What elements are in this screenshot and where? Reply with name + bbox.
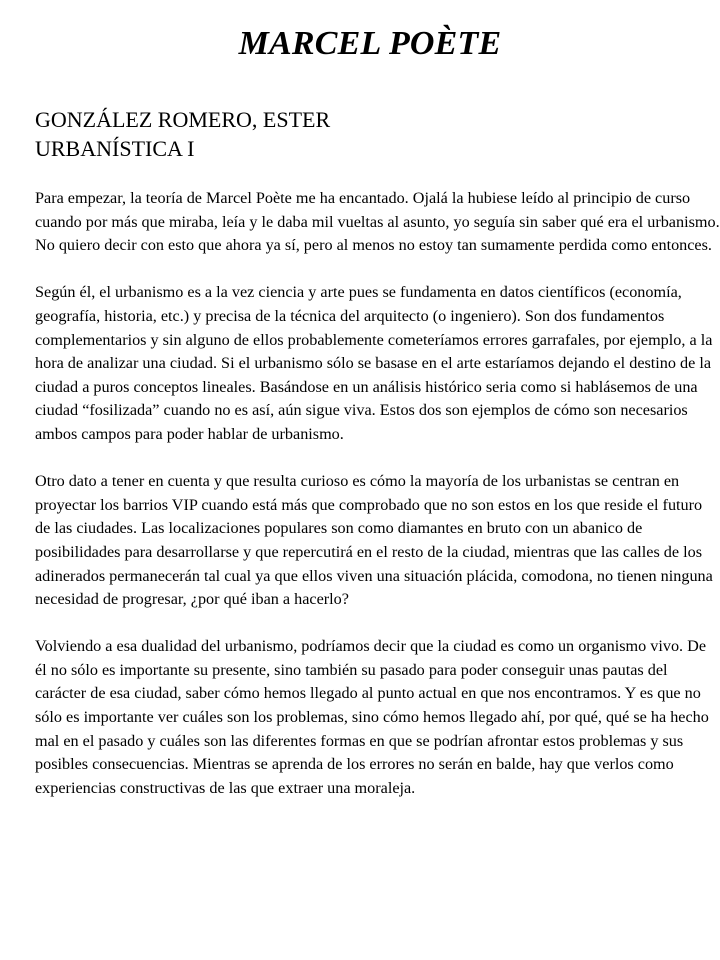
document-title: MARCEL POÈTE (238, 25, 502, 62)
author-name: GONZÁLEZ ROMERO, ESTER (35, 107, 331, 132)
paragraph-3: Otro dato a tener en cuenta y que resulta curioso es cómo la mayoría de los urbanistas se centran en proyectar los barrios VIP cuando está más que comprobado que no son estos en los que reside el futuro de las ciudades. Las localizaciones populares son como diamantes en bruto con un abanico de posibilidades para desarrollarse y que repercutirá en el resto de la ciudad, mientras que las calles de los adinerados permanecerán tal cual ya que ellos viven una situación plácida, comodona, no tienen ninguna necesidad de progresar, ¿por qué iban a hacerlo? (35, 472, 713, 609)
paragraph-2: Según él, el urbanismo es a la vez ciencia y arte pues se fundamenta en datos científicos (economía, geografía, historia, etc.) y precisa de la técnica del arquitecto (o ingeniero). Son dos fundamentos complementarios y sin alguno de ellos probablemente cometeríamos errores garrafales, por ejemplo, a la hora de analizar una ciudad. Si el urbanismo sólo se basase en el arte estaríamos dejando el destino de la ciudad a puros conceptos lineales. Basándose en un análisis histórico seria como si hablásemos de una ciudad “fosilizada” cuando no es así, aún sigue viva. Estos dos son ejemplos de cómo son necesarios ambos campos para poder hablar de urbanismo. (35, 283, 713, 443)
paragraph-1: Para empezar, la teoría de Marcel Poète me ha encantado. Ojalá la hubiese leído al principio de curso cuando por más que miraba, leía y le daba mil vueltas al asunto, yo seguía sin saber qué era el urbanismo. No quiero decir con esto que ahora ya sí, pero al menos no estoy tan sumamente perdida como entonces. (35, 189, 720, 255)
course-name: URBANÍSTICA I (35, 136, 195, 161)
paragraph-4: Volviendo a esa dualidad del urbanismo, podríamos decir que la ciudad es como un organismo vivo. De él no sólo es importante su presente, sino también su pasado para poder conseguir unas pautas del carácter de esa ciudad, saber cómo hemos llegado al punto actual en que nos encontramos. Y es que no sólo es importante ver cuáles son los problemas, sino cómo hemos llegado ahí, por qué, qué se ha hecho mal en el pasado y cuáles son las diferentes formas en que se podrían afrontar estos problemas y sus posibles consecuencias. Mientras se aprenda de los errores no serán en balde, hay que verlos como experiencias constructivas de las que extraer una moraleja. (35, 637, 709, 797)
author-block (35, 105, 695, 163)
essay-body (35, 187, 720, 824)
